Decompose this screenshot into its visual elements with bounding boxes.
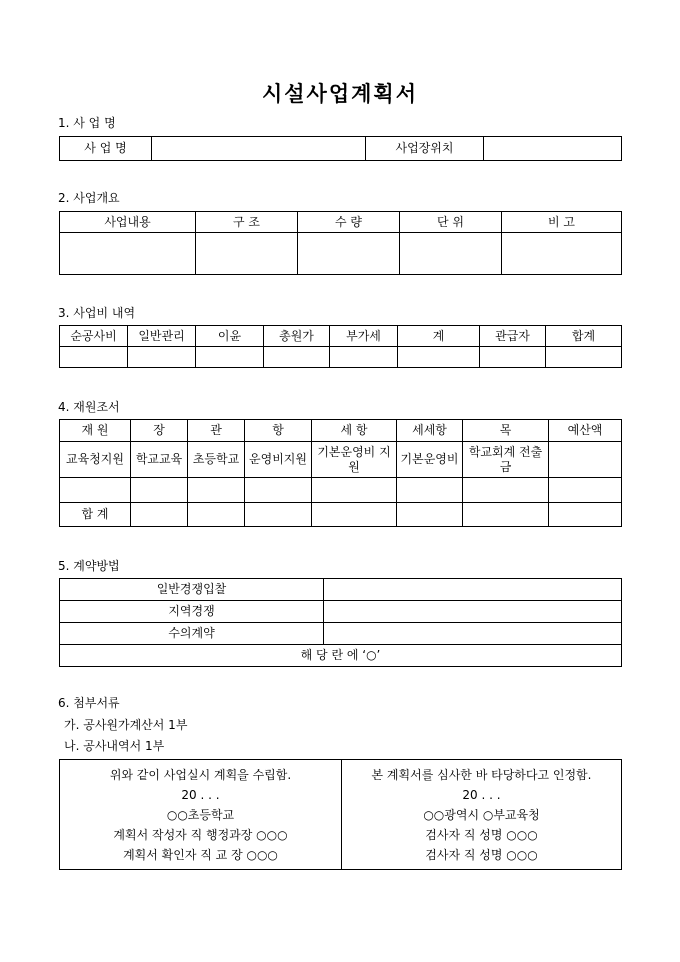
section4-heading: 4. 재원조서 [58,400,120,414]
contract-method-regional: 지역경쟁 [60,601,324,623]
section2-heading: 2. 사업개요 [58,191,120,205]
overview-cell[interactable] [502,233,622,275]
funding-cell[interactable] [188,478,245,503]
funding-total-cell [397,503,463,527]
section3-heading: 3. 사업비 내역 [58,306,136,320]
funding-total-cell [312,503,397,527]
school-name: ○○초등학교 [166,807,235,822]
contract-method-mark[interactable] [324,601,622,623]
cost-header-government-supplied: 관급자 [480,326,546,347]
funding-cell[interactable] [549,478,622,503]
plan-author: 계획서 작성자 직 행정과장 ○○○ [113,827,288,842]
cost-cell[interactable] [264,347,330,368]
reviewer-date: 20 . . . [462,787,501,802]
cost-header-total-cost: 총원가 [264,326,330,347]
approval-signature-table [59,759,622,870]
funding-cell-item: 운영비지원 [245,442,312,478]
funding-cell[interactable] [397,478,463,503]
funding-total-cell [463,503,549,527]
funding-header-item: 항 [245,420,312,442]
planner-date: 20 . . . [181,787,220,802]
cost-header-vat: 부가세 [330,326,398,347]
funding-cell[interactable] [312,478,397,503]
attachment-item-2: 나. 공사내역서 1부 [64,739,165,753]
funding-cell[interactable] [245,478,312,503]
contract-method-private: 수의계약 [60,623,324,645]
project-location-value[interactable] [484,137,622,161]
reviewer-2: 검사자 직 성명 ○○○ [425,847,538,862]
funding-cell[interactable] [60,478,131,503]
project-name-table [59,136,622,161]
funding-header-detail-item: 세세항 [397,420,463,442]
project-name-label: 사 업 명 [60,137,152,161]
funding-header-section: 관 [188,420,245,442]
funding-cell-detail-item: 기본운영비 [397,442,463,478]
overview-header-structure: 구 조 [196,212,298,233]
section1-heading: 1. 사 업 명 [58,116,116,130]
funding-table [59,419,622,527]
contract-method-table [59,578,622,667]
contract-method-note: 해 당 란 에 ‘○’ [60,645,622,667]
reviewer-statement: 본 계획서를 심사한 바 타당하다고 인정함. [371,767,592,782]
overview-header-content: 사업내용 [60,212,196,233]
contract-method-mark[interactable] [324,579,622,601]
funding-total-cell [245,503,312,527]
funding-header-budget: 예산액 [549,420,622,442]
funding-total-cell [131,503,188,527]
cost-breakdown-table [59,325,622,368]
funding-total-value[interactable] [549,503,622,527]
planner-statement: 위와 같이 사업실시 계획을 수립함. [109,767,292,782]
overview-cell[interactable] [400,233,502,275]
funding-cell-section: 초등학교 [188,442,245,478]
education-office-name: ○○광역시 ○부교육청 [423,807,540,822]
funding-header-chapter: 장 [131,420,188,442]
funding-cell[interactable] [131,478,188,503]
funding-cell-chapter: 학교교육 [131,442,188,478]
funding-total-label: 합 계 [60,503,131,527]
planner-signature-block [60,760,342,870]
cost-header-subtotal: 계 [398,326,480,347]
plan-confirmer: 계획서 확인자 직 교 장 ○○○ [123,847,278,862]
overview-header-remarks: 비 고 [502,212,622,233]
contract-method-mark[interactable] [324,623,622,645]
section5-heading: 5. 계약방법 [58,559,120,573]
attachment-item-1: 가. 공사원가계산서 1부 [64,718,188,732]
cost-cell[interactable] [128,347,196,368]
overview-header-unit: 단 위 [400,212,502,233]
overview-cell[interactable] [298,233,400,275]
cost-cell[interactable] [60,347,128,368]
cost-header-general-admin: 일반관리 [128,326,196,347]
reviewer-1: 검사자 직 성명 ○○○ [425,827,538,842]
cost-header-grand-total: 합계 [546,326,622,347]
funding-total-cell [188,503,245,527]
funding-cell-budget[interactable] [549,442,622,478]
funding-cell-subitem: 기본운영비 지원 [312,442,397,478]
funding-cell[interactable] [463,478,549,503]
cost-cell[interactable] [546,347,622,368]
project-name-value[interactable] [152,137,366,161]
project-location-label: 사업장위치 [366,137,484,161]
cost-header-net-construction: 순공사비 [60,326,128,347]
section6-heading: 6. 첨부서류 [58,696,120,710]
overview-header-quantity: 수 량 [298,212,400,233]
funding-header-subitem: 세 항 [312,420,397,442]
overview-cell[interactable] [60,233,196,275]
cost-cell[interactable] [480,347,546,368]
cost-header-profit: 이윤 [196,326,264,347]
cost-cell[interactable] [330,347,398,368]
document-title: 시설사업계획서 [261,82,418,106]
project-overview-table [59,211,622,275]
funding-cell-source: 교육청지원 [60,442,131,478]
funding-header-source: 재 원 [60,420,131,442]
overview-cell[interactable] [196,233,298,275]
cost-cell[interactable] [196,347,264,368]
contract-method-open-bidding: 일반경쟁입찰 [60,579,324,601]
reviewer-signature-block [342,760,622,870]
funding-cell-account: 학교회계 전출금 [463,442,549,478]
funding-header-account: 목 [463,420,549,442]
cost-cell[interactable] [398,347,480,368]
